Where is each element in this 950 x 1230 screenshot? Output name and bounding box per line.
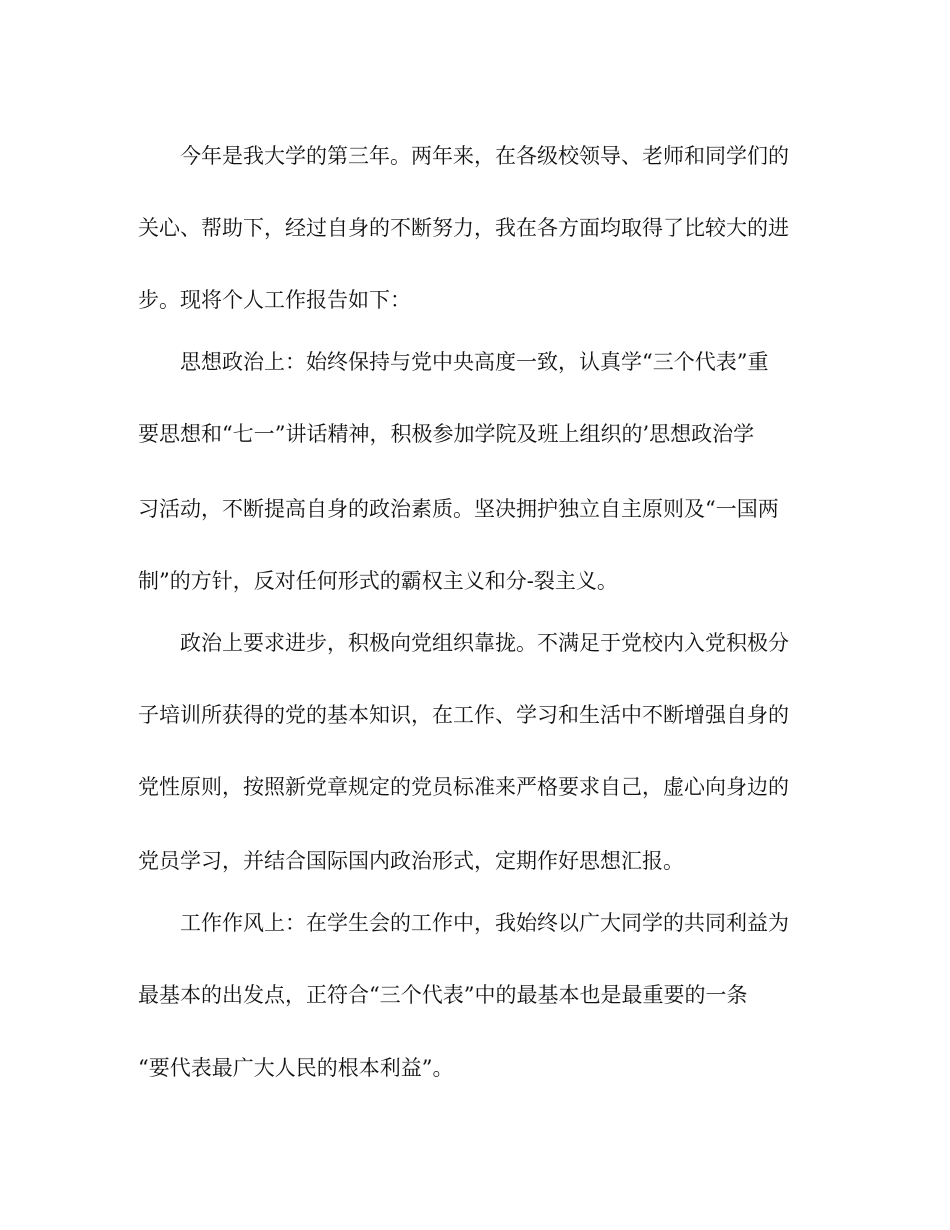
text-line: 关心、帮助下，经过自身的不断努力，我在各方面均取得了比较大的进 xyxy=(138,216,789,240)
text-line: 政治上要求进步，积极向党组织靠拢。不满足于党校内入党积极分 xyxy=(180,631,789,655)
text-line: 思想政治上：始终保持与党中央高度一致，认真学“三个代表”重 xyxy=(180,350,769,374)
text-line: 今年是我大学的第三年。两年来，在各级校领导、老师和同学们的 xyxy=(180,144,789,168)
text-line: 党性原则，按照新党章规定的党员标准来严格要求自己，虚心向身边的 xyxy=(138,775,789,799)
text-line: 习活动，不断提高自身的政治素质。坚决拥护独立自主原则及“一国两 xyxy=(138,497,779,521)
text-line: 子培训所获得的党的基本知识，在工作、学习和生活中不断增强自身的 xyxy=(138,703,789,727)
text-line: 工作作风上：在学生会的工作中，我始终以广大同学的共同利益为 xyxy=(180,911,789,935)
text-line: 制”的方针，反对任何形式的霸权主义和分-裂主义。 xyxy=(138,569,618,593)
text-line: 步。现将个人工作报告如下： xyxy=(138,288,411,312)
text-line: “要代表最广大人民的根本利益”。 xyxy=(138,1056,454,1080)
text-line: 党员学习，并结合国际国内政治形式，定期作好思想汇报。 xyxy=(138,849,684,873)
text-line: 要思想和“七一”讲话精神，积极参加学院及班上组织的’思想政治学 xyxy=(138,422,755,446)
text-line: 最基本的出发点，正符合“三个代表”中的最基本也是最重要的一条 xyxy=(138,983,748,1007)
